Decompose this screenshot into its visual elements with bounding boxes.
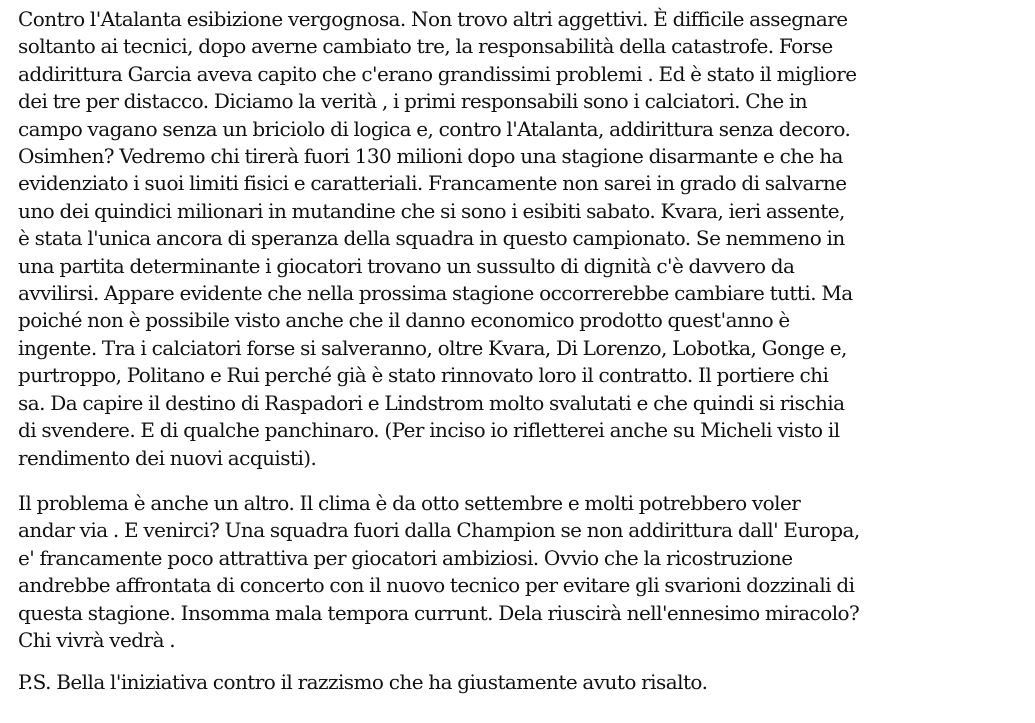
text-line: ingente. Tra i calciatori forse si salveranno, oltre Kvara, Di Lorenzo, Lobotka, Gonge e, bbox=[18, 335, 847, 360]
text-line: dei tre per distacco. Diciamo la verità , i primi responsabili sono i calciatori. Che in bbox=[18, 89, 808, 114]
paragraph-2 bbox=[18, 490, 1030, 654]
text-line: Osimhen? Vedremo chi tirerà fuori 130 milioni dopo una stagione disarmante e che ha bbox=[18, 144, 843, 169]
text-line: andrebbe affrontata di concerto con il nuovo tecnico per evitare gli svarioni dozzinali di bbox=[18, 573, 855, 598]
text-line: questa stagione. Insomma mala tempora currunt. Dela riuscirà nell'ennesimo miracolo? bbox=[18, 600, 860, 625]
text-line: evidenziato i suoi limiti fisici e caratteriali. Francamente non sarei in grado di salvarne bbox=[18, 171, 847, 196]
paragraph-3-postscript bbox=[18, 669, 1030, 696]
text-line: Il problema è anche un altro. Il clima è da otto settembre e molti potrebbero voler bbox=[18, 490, 801, 515]
text-line: addirittura Garcia aveva capito che c'erano grandissimi problemi . Ed è stato il migliore bbox=[18, 61, 857, 86]
article-body bbox=[18, 6, 1030, 697]
text-line: Chi vivrà vedrà . bbox=[18, 627, 176, 652]
text-line: sa. Da capire il destino di Raspadori e Lindstrom molto svalutati e che quindi si rischia bbox=[18, 390, 845, 415]
text-line: P.S. Bella l'iniziativa contro il razzismo che ha giustamente avuto risalto. bbox=[18, 670, 708, 695]
text-line: uno dei quindici milionari in mutandine che si sono i esibiti sabato. Kvara, ieri assente, bbox=[18, 198, 845, 223]
text-line: Contro l'Atalanta esibizione vergognosa. Non trovo altri aggettivi. È difficile assegnare bbox=[18, 7, 848, 31]
text-line: e' francamente poco attrattiva per giocatori ambiziosi. Ovvio che la ricostruzione bbox=[18, 545, 793, 570]
text-line: è stata l'unica ancora di speranza della squadra in questo campionato. Se nemmeno in bbox=[18, 226, 845, 251]
text-line: andar via . E venirci? Una squadra fuori dalla Champion se non addirittura dall' Europa, bbox=[18, 518, 860, 543]
text-line: di svendere. E di qualche panchinaro. (Per inciso io rifletterei anche su Micheli visto il bbox=[18, 418, 840, 443]
text-line: rendimento dei nuovi acquisti). bbox=[18, 445, 317, 470]
text-line: una partita determinante i giocatori trovano un sussulto di dignità c'è davvero da bbox=[18, 253, 795, 278]
text-line: soltanto ai tecnici, dopo averne cambiato tre, la responsabilità della catastrofe. Forse bbox=[18, 34, 833, 59]
text-line: purtroppo, Politano e Rui perché già è stato rinnovato loro il contratto. Il portiere chi bbox=[18, 363, 829, 388]
text-line: campo vagano senza un briciolo di logica e, contro l'Atalanta, addirittura senza decoro. bbox=[18, 116, 851, 141]
text-line: poiché non è possibile visto anche che il danno economico prodotto quest'anno è bbox=[18, 308, 790, 333]
text-line: avvilirsi. Appare evidente che nella prossima stagione occorrerebbe cambiare tutti. Ma bbox=[18, 281, 853, 306]
paragraph-1 bbox=[18, 6, 1030, 472]
